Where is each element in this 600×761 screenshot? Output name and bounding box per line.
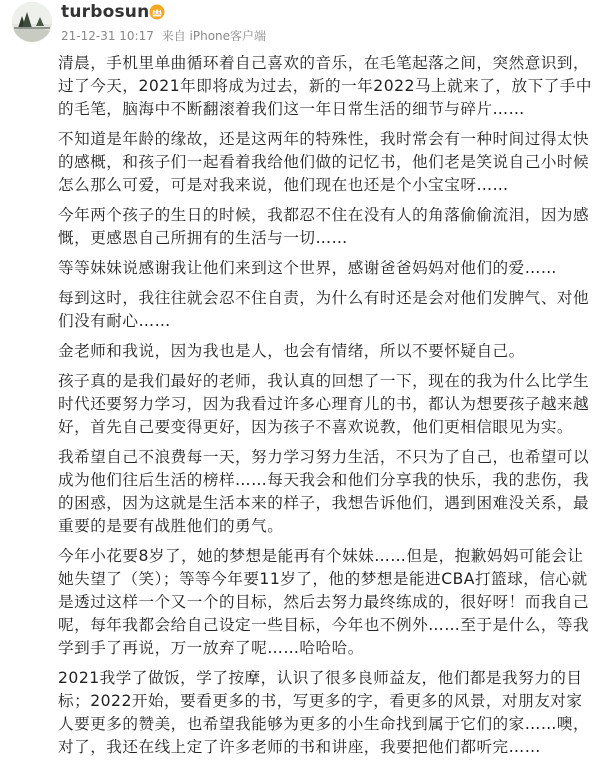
paragraph: 不知道是年龄的缘故，还是这两年的特殊性，我时常会有一种时间过得太快的感概，和孩子们一起看着我给他们做的记忆书，他们老是笑说自己小时候怎么那么可爱，可是对我来说，他们现在也还是个小宝宝呀……	[58, 130, 590, 194]
post-header	[0, 0, 600, 52]
landscape-avatar-icon	[12, 2, 52, 42]
paragraph: 清晨，手机里单曲循环着自己喜欢的音乐，在毛笔起落之间，突然意识到，过了今天，2021年即将成为过去，新的一年2022马上就来了，放下了手中的毛笔，脑海中不断翻滚着我们这一年日常生活的细节与碎片……	[58, 54, 592, 118]
post-source: 来自 iPhone客户端	[161, 29, 267, 43]
paragraph: 每到这时，我往往就会忍不住自责，为什么有时还是会对他们发脾气、对他们没有耐心……	[58, 289, 590, 330]
paragraph: 今年两个孩子的生日的时候，我都忍不住在没有人的角落偷偷流泪，因为感慨，更感恩自己所拥有的生活与一切……	[58, 206, 590, 247]
username[interactable]: turbosun	[61, 2, 150, 22]
paragraph: 我希望自己不浪费每一天，努力学习努力生活，不只为了自己，也希望可以成为他们往后生活的榜样……每天我会和他们分享我的快乐，我的悲伤，我的困惑，因为这就是生活本来的样子，我想告诉他们，遇到困难没关系，最重要的是要有战胜他们的勇气。	[58, 448, 590, 535]
post-timestamp[interactable]: 21-12-31 10:17	[61, 29, 154, 43]
paragraph: 今年小花要8岁了，她的梦想是能再有个妹妹……但是，抱歉妈妈可能会让她失望了（笑）；等等今年要11岁了，他的梦想是能进CBA打篮球，信心就是透过这样一个又一个的目标，然后去努力最终练成的，很好呀！而我自己呢，每年我都会给自己设定一些目标，今年也不例外……至于是什么，等我学到手了再说，万一放弃了呢……哈哈哈。	[58, 547, 590, 657]
paragraph: 孩子真的是我们最好的老师，我认真的回想了一下，现在的我为什么比学生时代还要努力学习，因为我看过许多心理育儿的书，都认为想要孩子越来越好，首先自己要变得更好，因为孩子不喜欢说教，他们更相信眼见为实。	[58, 372, 590, 436]
paragraph: 等等妹妹说感谢我让他们来到这个世界，感谢爸爸妈妈对他们的爱……	[58, 259, 557, 277]
crown-icon	[149, 4, 165, 20]
paragraph: 金老师和我说，因为我也是人，也会有情绪，所以不要怀疑自己。	[58, 342, 525, 360]
post-body	[58, 52, 598, 761]
post-meta	[61, 27, 270, 44]
paragraph: 2021我学了做饭，学了按摩，认识了很多良师益友，他们都是我努力的目标；2022开始，要看更多的书，写更多的字，看更多的风景，对朋友对家人要更多的赞美，也希望我能够为更多的小生命找到属于它们的家……噢，对了，我还在线上定了许多老师的书和讲座，我要把他们都听完……	[58, 669, 590, 756]
avatar[interactable]	[12, 2, 52, 42]
